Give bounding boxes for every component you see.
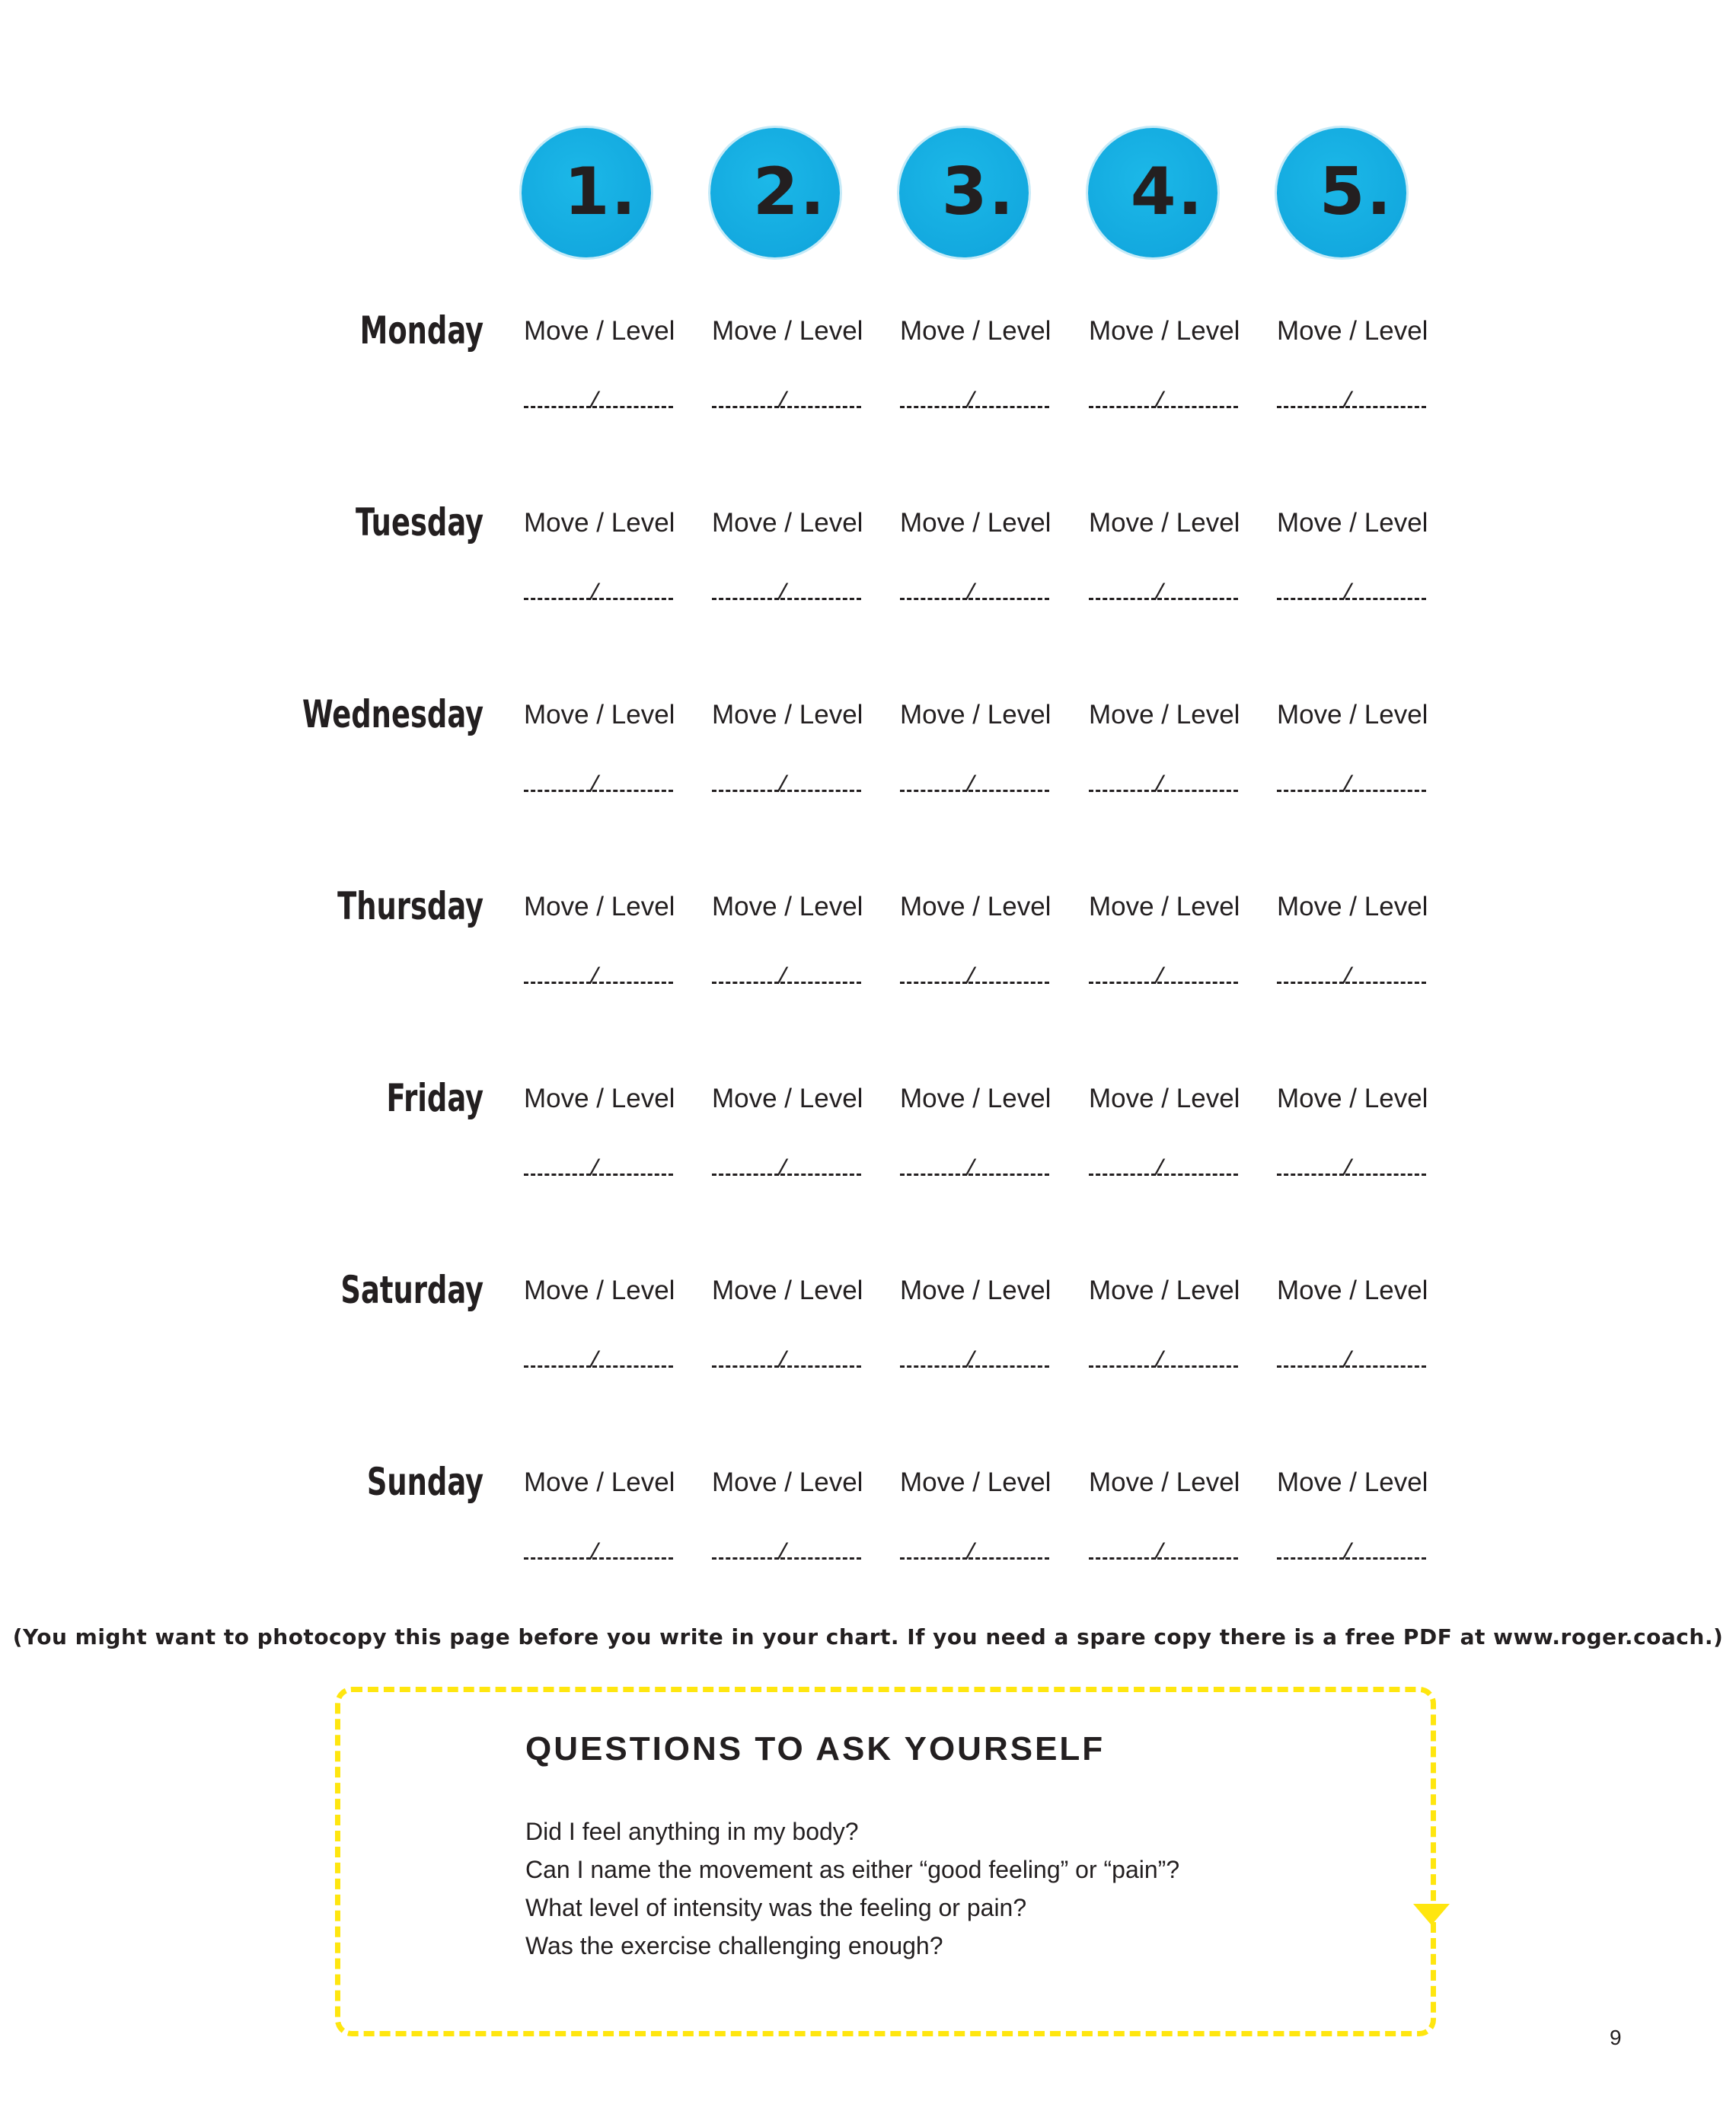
entry-cell-4 [1089,892,1256,991]
move-level-entry-line[interactable] [900,965,1052,991]
separator-slash: / [1153,581,1167,607]
separator-slash: / [1341,965,1355,991]
move-level-entry-line[interactable] [900,773,1052,799]
separator-slash: / [588,965,602,991]
move-level-entry-line[interactable] [712,1349,864,1375]
column-number: 2. [752,154,827,230]
separator-slash: / [1153,389,1167,415]
entry-cell-1 [524,1467,691,1566]
move-blank[interactable] [1277,1541,1344,1560]
entry-cell-1 [524,508,691,607]
move-level-label: Move / Level [1089,316,1240,346]
column-number: 1. [563,154,638,230]
day-row [0,1076,1736,1228]
move-level-entry-line[interactable] [1089,1541,1241,1566]
move-level-entry-line[interactable] [900,1157,1052,1183]
move-blank[interactable] [1089,389,1156,408]
move-level-entry-line[interactable] [1277,581,1429,607]
level-blank[interactable] [1157,1541,1238,1560]
separator-slash: / [964,965,978,991]
move-blank[interactable] [1277,581,1344,600]
move-blank[interactable] [900,389,967,408]
move-level-label: Move / Level [1277,1467,1428,1497]
move-blank[interactable] [712,1349,779,1368]
level-blank[interactable] [1157,1157,1238,1176]
day-row [0,308,1736,461]
move-level-label: Move / Level [524,316,675,346]
separator-slash: / [1153,965,1167,991]
move-level-label: Move / Level [1089,508,1240,538]
level-blank[interactable] [780,389,861,408]
level-blank[interactable] [1345,389,1426,408]
day-label: Friday [386,1076,483,1120]
move-level-label: Move / Level [900,316,1051,346]
move-level-label: Move / Level [900,1467,1051,1497]
move-level-entry-line[interactable] [524,389,676,415]
level-blank[interactable] [969,1157,1049,1176]
level-blank[interactable] [1345,773,1426,792]
move-level-entry-line[interactable] [1277,1541,1429,1566]
entry-cell-2 [712,316,879,415]
move-blank[interactable] [900,965,967,984]
move-blank[interactable] [712,1157,779,1176]
separator-slash: / [1153,773,1167,799]
separator-slash: / [588,389,602,415]
entry-cell-1 [524,1276,691,1375]
separator-slash: / [1341,389,1355,415]
move-level-label: Move / Level [900,508,1051,538]
move-level-label: Move / Level [1277,892,1428,921]
move-level-label: Move / Level [524,508,675,538]
question-item: Was the exercise challenging enough? [525,1932,943,1959]
separator-slash: / [588,1541,602,1566]
entry-cell-3 [900,1467,1067,1566]
separator-slash: / [776,773,790,799]
level-blank[interactable] [1157,389,1238,408]
level-blank[interactable] [969,965,1049,984]
day-label: Sunday [366,1460,483,1504]
move-level-label: Move / Level [524,892,675,921]
question-item: Can I name the movement as either “good feeling” or “pain”? [525,1856,1180,1883]
separator-slash: / [776,1157,790,1183]
separator-slash: / [588,1157,602,1183]
move-level-entry-line[interactable] [712,773,864,799]
entry-cell-2 [712,1084,879,1183]
separator-slash: / [1341,1541,1355,1566]
move-level-entry-line[interactable] [900,1541,1052,1566]
move-level-label: Move / Level [712,892,863,921]
move-blank[interactable] [900,1349,967,1368]
level-blank[interactable] [592,773,673,792]
entry-cell-5 [1277,1276,1444,1375]
move-level-entry-line[interactable] [524,1157,676,1183]
move-level-label: Move / Level [712,1276,863,1305]
separator-slash: / [588,1349,602,1375]
entry-cell-2 [712,1467,879,1566]
move-blank[interactable] [1089,581,1156,600]
separator-slash: / [1341,1157,1355,1183]
move-level-entry-line[interactable] [524,965,676,991]
move-level-entry-line[interactable] [1277,389,1429,415]
move-level-entry-line[interactable] [1277,1349,1429,1375]
move-level-entry-line[interactable] [1277,1157,1429,1183]
entry-cell-3 [900,1276,1067,1375]
day-row [0,1268,1736,1420]
move-level-label: Move / Level [900,1084,1051,1113]
move-blank[interactable] [524,1349,591,1368]
separator-slash: / [776,965,790,991]
move-level-entry-line[interactable] [524,1541,676,1566]
move-level-entry-line[interactable] [712,581,864,607]
move-level-entry-line[interactable] [900,1349,1052,1375]
level-blank[interactable] [1157,1349,1238,1368]
photocopy-note: (You might want to photocopy this page before you write in your chart. If you need a spare copy there is a free PDF at www.roger.coach.) [12,1624,1724,1649]
move-blank[interactable] [900,773,967,792]
entry-cell-5 [1277,700,1444,799]
day-row [0,500,1736,653]
move-level-label: Move / Level [712,1084,863,1113]
entry-cell-2 [712,1276,879,1375]
separator-slash: / [964,389,978,415]
separator-slash: / [588,581,602,607]
move-blank[interactable] [524,389,591,408]
level-blank[interactable] [1345,1541,1426,1560]
day-row [0,1460,1736,1612]
question-item: What level of intensity was the feeling or pain? [525,1894,1027,1921]
move-blank[interactable] [1277,1157,1344,1176]
move-blank[interactable] [712,773,779,792]
separator-slash: / [1341,773,1355,799]
move-blank[interactable] [1089,965,1156,984]
level-blank[interactable] [780,1349,861,1368]
entry-cell-5 [1277,316,1444,415]
move-blank[interactable] [900,1157,967,1176]
move-level-entry-line[interactable] [1089,581,1241,607]
column-circle-5 [1277,128,1406,257]
entry-cell-4 [1089,1084,1256,1183]
move-level-label: Move / Level [1089,1084,1240,1113]
move-level-label: Move / Level [1277,700,1428,730]
level-blank[interactable] [780,581,861,600]
move-level-entry-line[interactable] [1089,773,1241,799]
level-blank[interactable] [1157,965,1238,984]
separator-slash: / [1341,581,1355,607]
move-level-label: Move / Level [524,700,675,730]
move-level-entry-line[interactable] [524,1349,676,1375]
entry-cell-3 [900,892,1067,991]
move-blank[interactable] [1089,773,1156,792]
level-blank[interactable] [969,773,1049,792]
move-level-label: Move / Level [900,892,1051,921]
move-level-entry-line[interactable] [900,389,1052,415]
entry-cell-2 [712,508,879,607]
entry-cell-4 [1089,1467,1256,1566]
entry-cell-3 [900,1084,1067,1183]
entry-cell-1 [524,700,691,799]
move-level-label: Move / Level [712,316,863,346]
level-blank[interactable] [592,1349,673,1368]
move-blank[interactable] [524,965,591,984]
move-blank[interactable] [524,773,591,792]
column-number: 5. [1319,154,1393,230]
level-blank[interactable] [1157,581,1238,600]
move-level-entry-line[interactable] [712,965,864,991]
separator-slash: / [776,581,790,607]
day-label: Wednesday [302,692,483,736]
entry-cell-5 [1277,508,1444,607]
move-blank[interactable] [1277,965,1344,984]
level-blank[interactable] [592,965,673,984]
move-level-label: Move / Level [1277,508,1428,538]
level-blank[interactable] [592,389,673,408]
move-level-entry-line[interactable] [1089,1349,1241,1375]
move-blank[interactable] [1089,1541,1156,1560]
day-row [0,692,1736,845]
column-circle-3 [899,128,1029,257]
entry-cell-2 [712,892,879,991]
move-blank[interactable] [712,581,779,600]
questions-list [525,1812,1179,1965]
entry-cell-5 [1277,1084,1444,1183]
entry-cell-1 [524,316,691,415]
move-blank[interactable] [1277,389,1344,408]
level-blank[interactable] [1345,965,1426,984]
move-level-label: Move / Level [900,700,1051,730]
level-blank[interactable] [780,1541,861,1560]
day-row [0,884,1736,1036]
entry-cell-5 [1277,892,1444,991]
move-level-entry-line[interactable] [1089,1157,1241,1183]
separator-slash: / [964,581,978,607]
level-blank[interactable] [969,389,1049,408]
separator-slash: / [1153,1541,1167,1566]
move-blank[interactable] [900,1541,967,1560]
separator-slash: / [588,773,602,799]
level-blank[interactable] [592,581,673,600]
move-blank[interactable] [1277,773,1344,792]
move-level-label: Move / Level [524,1276,675,1305]
move-level-entry-line[interactable] [524,773,676,799]
move-blank[interactable] [712,389,779,408]
move-level-entry-line[interactable] [1277,965,1429,991]
move-blank[interactable] [1089,1157,1156,1176]
page-number: 9 [1610,2026,1622,2049]
entry-cell-3 [900,316,1067,415]
move-level-entry-line[interactable] [1277,773,1429,799]
entry-cell-1 [524,1084,691,1183]
separator-slash: / [1341,1349,1355,1375]
column-number: 4. [1130,154,1205,230]
move-blank[interactable] [712,965,779,984]
column-headers [522,128,1420,265]
separator-slash: / [1153,1349,1167,1375]
separator-slash: / [964,773,978,799]
move-blank[interactable] [524,581,591,600]
arrow-down-icon [1413,1904,1450,1925]
level-blank[interactable] [969,1349,1049,1368]
separator-slash: / [964,1349,978,1375]
move-level-label: Move / Level [1277,1276,1428,1305]
move-level-label: Move / Level [1089,1467,1240,1497]
move-blank[interactable] [1089,1349,1156,1368]
entry-cell-4 [1089,508,1256,607]
move-level-entry-line[interactable] [900,581,1052,607]
move-level-label: Move / Level [1277,316,1428,346]
move-level-entry-line[interactable] [1089,389,1241,415]
move-level-label: Move / Level [1277,1084,1428,1113]
level-blank[interactable] [1345,581,1426,600]
level-blank[interactable] [1157,773,1238,792]
entry-cell-4 [1089,316,1256,415]
move-level-label: Move / Level [524,1467,675,1497]
move-level-label: Move / Level [712,700,863,730]
entry-cell-5 [1277,1467,1444,1566]
move-level-entry-line[interactable] [524,581,676,607]
move-level-label: Move / Level [1089,1276,1240,1305]
questions-title: QUESTIONS TO ASK YOURSELF [525,1730,1106,1768]
separator-slash: / [776,1541,790,1566]
move-level-label: Move / Level [524,1084,675,1113]
move-level-entry-line[interactable] [712,1541,864,1566]
move-blank[interactable] [524,1541,591,1560]
move-blank[interactable] [524,1157,591,1176]
level-blank[interactable] [969,581,1049,600]
move-level-entry-line[interactable] [712,389,864,415]
entry-cell-4 [1089,1276,1256,1375]
level-blank[interactable] [780,1157,861,1176]
move-level-label: Move / Level [1089,700,1240,730]
day-label: Thursday [337,884,483,928]
entry-cell-3 [900,700,1067,799]
move-level-label: Move / Level [712,508,863,538]
level-blank[interactable] [1345,1349,1426,1368]
entry-cell-4 [1089,700,1256,799]
question-item: Did I feel anything in my body? [525,1818,859,1845]
separator-slash: / [776,1349,790,1375]
column-circle-2 [710,128,840,257]
move-blank[interactable] [1277,1349,1344,1368]
move-blank[interactable] [712,1541,779,1560]
entry-cell-1 [524,892,691,991]
day-label: Tuesday [356,500,483,544]
move-blank[interactable] [900,581,967,600]
day-label: Monday [359,308,483,353]
level-blank[interactable] [1345,1157,1426,1176]
column-number: 3. [941,154,1016,230]
entry-cell-2 [712,700,879,799]
column-circle-4 [1088,128,1217,257]
separator-slash: / [964,1157,978,1183]
level-blank[interactable] [969,1541,1049,1560]
move-level-entry-line[interactable] [1089,965,1241,991]
day-label: Saturday [340,1268,483,1312]
column-circle-1 [522,128,651,257]
move-level-entry-line[interactable] [712,1157,864,1183]
move-level-label: Move / Level [900,1276,1051,1305]
entry-cell-3 [900,508,1067,607]
level-blank[interactable] [780,965,861,984]
separator-slash: / [776,389,790,415]
separator-slash: / [1153,1157,1167,1183]
level-blank[interactable] [592,1541,673,1560]
level-blank[interactable] [780,773,861,792]
move-level-label: Move / Level [712,1467,863,1497]
level-blank[interactable] [592,1157,673,1176]
separator-slash: / [964,1541,978,1566]
move-level-label: Move / Level [1089,892,1240,921]
